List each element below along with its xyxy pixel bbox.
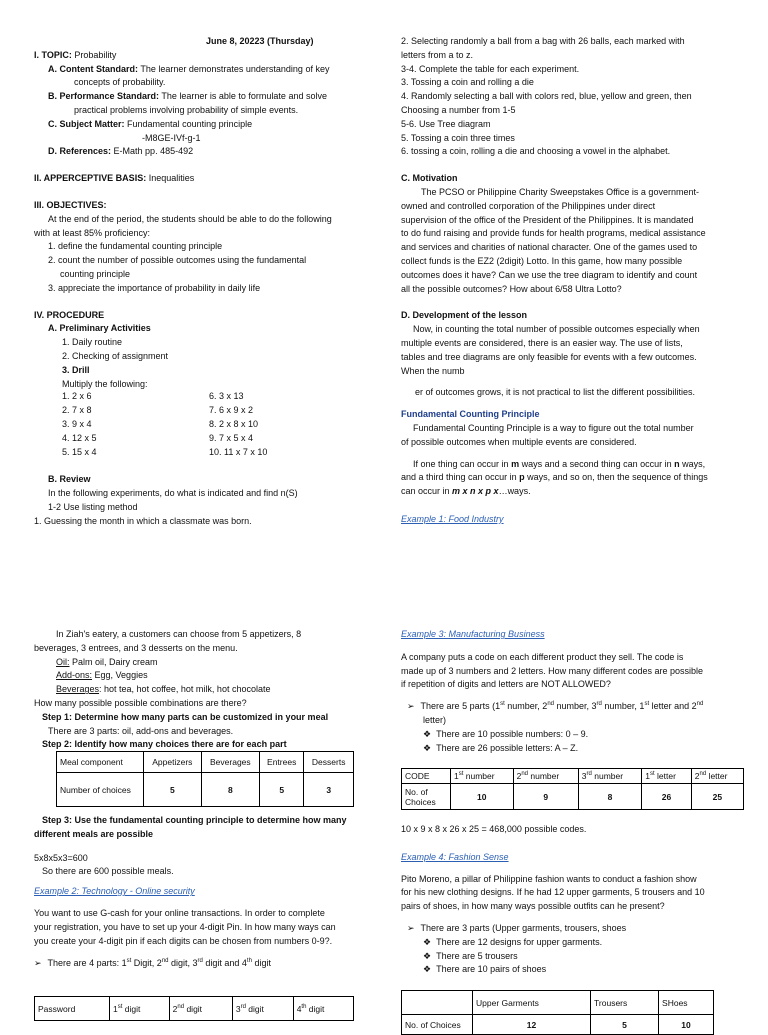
table-cell: Number of choices: [57, 773, 144, 807]
drill-heading: 3. Drill: [62, 364, 90, 375]
example-4-parts: ➢ There are 3 parts (Upper garments, trousers, shoes: [401, 922, 746, 936]
daily-routine: 1. Daily routine: [62, 337, 123, 348]
fcp-rule-line-2: and a third thing can occur in p ways, and so on, then the sequence of things: [401, 472, 708, 483]
review-item-3-4: 3-4. Complete the table for each experiment.: [401, 63, 580, 74]
example-2-link[interactable]: Example 2: Technology - Online security: [34, 886, 195, 897]
addons-line: Add-ons: Egg, Veggies: [56, 670, 148, 681]
table-cell: 26: [642, 784, 692, 810]
table-cell: 10: [659, 1015, 714, 1035]
table-cell: 1st letter: [642, 769, 692, 784]
objective-2-cont: counting principle: [60, 268, 131, 279]
table-cell: 4th digit: [293, 997, 353, 1021]
example-3-body: [401, 628, 746, 755]
example-3-calculation: 10 x 9 x 8 x 26 x 25 = 468,000 possible codes.: [401, 824, 587, 834]
example-2-text-cont: you create your 4-digit pin if each digits can be chosen from numbers 0-9?.: [34, 935, 333, 946]
motivation-heading: C. Motivation: [401, 173, 458, 184]
example-2-text-cont: your registration, you have to set up your 4-digit Pin. In how many ways can: [34, 921, 336, 932]
development-text: Now, in counting the total number of possible outcomes especially when multiple events are considered, there is an easier way. The use of lists, tables and tree diagrams are only feasible for events with a few outcomes. When the numb: [401, 324, 700, 376]
review-item-4-cont: Choosing a number from 1-5: [401, 104, 516, 115]
example-3-parts-cont: letter): [423, 714, 447, 725]
table-cell: 1st number: [451, 769, 514, 784]
step-3: Step 3: Use the fundamental counting principle to determine how many: [42, 815, 347, 825]
beverages-line: Beverages: hot tea, hot coffee, hot milk, hot chocolate: [56, 684, 271, 695]
table-row: [402, 784, 744, 810]
password-table: [34, 996, 354, 1021]
example-1-intro: In Ziah's eatery, a customers can choose from 5 appetizers, 8: [56, 629, 302, 639]
objectives-intro: At the end of the period, the students should be able to do the following: [48, 213, 332, 224]
example-4-text-cont: pairs of shoes, in how many ways possible outfits can he present?: [401, 901, 665, 912]
procedure-heading: IV. PROCEDURE: [34, 309, 105, 320]
performance-standard-cont: practical problems involving probability of simple events.: [74, 104, 299, 115]
table-row: [402, 1015, 714, 1035]
drill-row: 2. 7 x 8 7. 6 x 9 x 2: [62, 405, 254, 416]
fcp-definition: Fundamental Counting Principle is a way to figure out the total number: [413, 422, 694, 433]
example-3-text-cont: if repetition of digits and letters are NOT ALLOWED?: [401, 679, 611, 690]
fashion-table: [401, 990, 714, 1035]
fcp-heading: Fundamental Counting Principle: [401, 409, 540, 420]
shoes-count: ❖ There are 10 pairs of shoes: [401, 963, 746, 977]
table-row: [402, 991, 714, 1015]
example-2-text: You want to use G-cash for your online transactions. In order to complete: [34, 907, 325, 918]
fcp-definition-cont: of possible outcomes when multiple events are considered.: [401, 436, 637, 447]
table-cell: CODE: [402, 769, 451, 784]
review-item-1: 1. Guessing the month in which a classmate was born.: [34, 515, 252, 526]
development-heading: D. Development of the lesson: [401, 310, 528, 321]
table-cell: Appetizers: [144, 752, 202, 773]
fcp-rule-line-1: If one thing can occur in m ways and a second thing can occur in n ways,: [413, 458, 706, 469]
example-3-link[interactable]: Example 3: Manufacturing Business: [401, 629, 545, 639]
example-4-link[interactable]: Example 4: Fashion Sense: [401, 851, 509, 862]
drill-row: 4. 12 x 5 9. 7 x 5 x 4: [62, 432, 254, 443]
review-item-5-6: 5-6. Use Tree diagram: [401, 118, 491, 129]
oil-line: Oil: Palm oil, Dairy cream: [56, 656, 158, 667]
drill-instruction: Multiply the following:: [62, 378, 148, 389]
step-1: Step 1: Determine how many parts can be customized in your meal: [42, 711, 329, 722]
review-item-5: 5. Tossing a coin three times: [401, 132, 515, 143]
subject-matter: C. Subject Matter: Fundamental counting principle: [48, 118, 253, 129]
example-4-text-cont: for his new clothing designs. If he had 12 upper garments, 5 trousers and 10: [401, 887, 705, 898]
example-1-answer: So there are 600 possible meals.: [42, 866, 174, 877]
example-3-text: A company puts a code on each different product they sell. The code is: [401, 651, 684, 662]
drill-list: [34, 391, 394, 460]
table-cell: 2nd digit: [169, 997, 232, 1021]
step-3-cont: different meals are possible: [34, 828, 154, 839]
example-2-parts: ➢ There are 4 parts: 1st Digit, 2nd digit, 3rd digit and 4th digit: [34, 957, 394, 971]
table-cell: 8: [201, 773, 259, 807]
table-cell: [402, 991, 473, 1015]
code-table: [401, 768, 744, 810]
review-item-6: 6. tossing a coin, rolling a die and choosing a vowel in the alphabet.: [401, 146, 671, 157]
table-cell: 3rd digit: [232, 997, 293, 1021]
fcp-rule-line-3: can occur in m x n x p x…ways.: [401, 486, 531, 497]
example-1-intro-cont: beverages, 3 entrees, and 3 desserts on the menu.: [34, 642, 238, 653]
right-column-top: [401, 35, 746, 527]
possible-numbers: ❖ There are 10 possible numbers: 0 – 9.: [401, 728, 746, 742]
table-cell: 12: [473, 1015, 591, 1035]
table-row: [402, 769, 744, 784]
example-4-text: Pito Moreno, a pillar of Philippine fashion wants to conduct a fashion show: [401, 873, 697, 884]
example-1-link[interactable]: Example 1: Food Industry: [401, 513, 504, 524]
content-standard-cont: concepts of probability.: [74, 77, 166, 88]
table-cell: 25: [691, 784, 743, 810]
table-cell: 3: [304, 773, 354, 807]
example-3-parts: ➢ There are 5 parts (1st number, 2nd number, 3rd number, 1st letter and 2nd: [401, 700, 746, 714]
step-2: Step 2: Identify how many choices there are for each part: [42, 739, 287, 750]
example-3-text-cont: made up of 3 numbers and 2 letters. How many different codes are possible: [401, 665, 704, 676]
table-cell: 5: [144, 773, 202, 807]
table-row: [57, 752, 354, 773]
table-cell: Beverages: [201, 752, 259, 773]
table-cell: 3rd number: [578, 769, 641, 784]
checking-assignment: 2. Checking of assignment: [62, 350, 169, 361]
objective-1: 1. define the fundamental counting principle: [48, 241, 223, 252]
table-cell: 1st digit: [110, 997, 170, 1021]
preliminary-heading: A. Preliminary Activities: [48, 323, 151, 334]
drill-row: 5. 15 x 4 10. 11 x 7 x 10: [62, 446, 268, 457]
review-item-2: 2. Selecting randomly a ball from a bag with 26 balls, each marked with: [401, 36, 685, 46]
table-cell: Trousers: [591, 991, 659, 1015]
table-cell: Entrees: [259, 752, 303, 773]
objective-3: 3. appreciate the importance of probability in daily life: [48, 282, 261, 293]
competency-code: -M8GE-IVf-g-1: [142, 132, 201, 143]
table-cell: No. of Choices: [402, 784, 451, 810]
meal-choices-table: [56, 751, 354, 807]
review-item-2-cont: letters from a to z.: [401, 49, 474, 60]
drill-row: 3. 9 x 4 8. 2 x 8 x 10: [62, 418, 259, 429]
example-1-body: [34, 628, 394, 752]
review-heading: B. Review: [48, 474, 91, 485]
example-1-question: How many possible possible combinations are there?: [34, 697, 247, 708]
table-row: [57, 773, 354, 807]
review-method: 1-2 Use listing method: [48, 501, 138, 512]
apperceptive-basis: II. APPERCEPTIVE BASIS: Inequalities: [34, 173, 195, 184]
objectives-intro-cont: with at least 85% proficiency:: [34, 227, 151, 238]
development-text-cont: er of outcomes grows, it is not practical to list the different possibilities.: [415, 387, 695, 398]
table-cell: 2nd letter: [691, 769, 743, 784]
objectives-heading: III. OBJECTIVES:: [34, 199, 107, 210]
table-cell: 10: [451, 784, 514, 810]
references: D. References: E-Math pp. 485-492: [48, 146, 194, 157]
lesson-header: [34, 35, 394, 529]
table-cell: 9: [513, 784, 578, 810]
table-cell: Upper Garments: [473, 991, 591, 1015]
performance-standard: B. Performance Standard: The learner is able to formulate and solve: [48, 91, 327, 102]
trousers-count: ❖ There are 5 trousers: [401, 950, 746, 964]
review-instruction: In the following experiments, do what is indicated and find n(S): [48, 488, 298, 499]
example-4-body: [401, 823, 746, 977]
table-cell: 5: [591, 1015, 659, 1035]
example-1-calculation: 5x8x5x3=600: [34, 852, 88, 863]
table-cell: 5: [259, 773, 303, 807]
table-cell: 8: [578, 784, 641, 810]
example-1-steps: [34, 814, 394, 971]
table-cell: Meal component: [57, 752, 144, 773]
content-standard: A. Content Standard: The learner demonstrates understanding of key: [48, 63, 330, 74]
upper-garments-count: ❖ There are 12 designs for upper garments.: [401, 936, 746, 950]
lesson-date: June 8, 20223 (Thursday): [206, 36, 314, 46]
table-cell: SHoes: [659, 991, 714, 1015]
topic-line: I. TOPIC: Probability: [34, 49, 117, 60]
table-cell: 2nd number: [513, 769, 578, 784]
possible-letters: ❖ There are 26 possible letters: A – Z.: [401, 742, 746, 756]
motivation-text: The PCSO or Philippine Charity Sweepstakes Office is a government- owned and controlled corporation of the Philippines under direct supervision of the office of the President of the Philippines. It is mandated to do fund raising and provide funds for health programs, medical assistance and services and charities of national character. One of the games used to collect funds is the EZ2 (2digit) Lotto. In this game, how many possible outcomes does it have? Can we use the tree diagram to identify and count all the possible outcomes? How about 6/58 Ultra Lotto?: [401, 186, 706, 294]
table-cell: No. of Choices: [402, 1015, 473, 1035]
step-1-answer: There are 3 parts: oil, add-ons and beverages.: [48, 725, 234, 736]
review-item-3: 3. Tossing a coin and rolling a die: [401, 77, 534, 88]
table-cell: Desserts: [304, 752, 354, 773]
table-cell: Password: [35, 997, 110, 1021]
review-item-4: 4. Randomly selecting a ball with colors red, blue, yellow and green, then: [401, 91, 692, 102]
drill-row: 1. 2 x 6 6. 3 x 13: [62, 391, 244, 402]
table-row: [35, 997, 354, 1021]
objective-2: 2. count the number of possible outcomes using the fundamental: [48, 255, 307, 266]
